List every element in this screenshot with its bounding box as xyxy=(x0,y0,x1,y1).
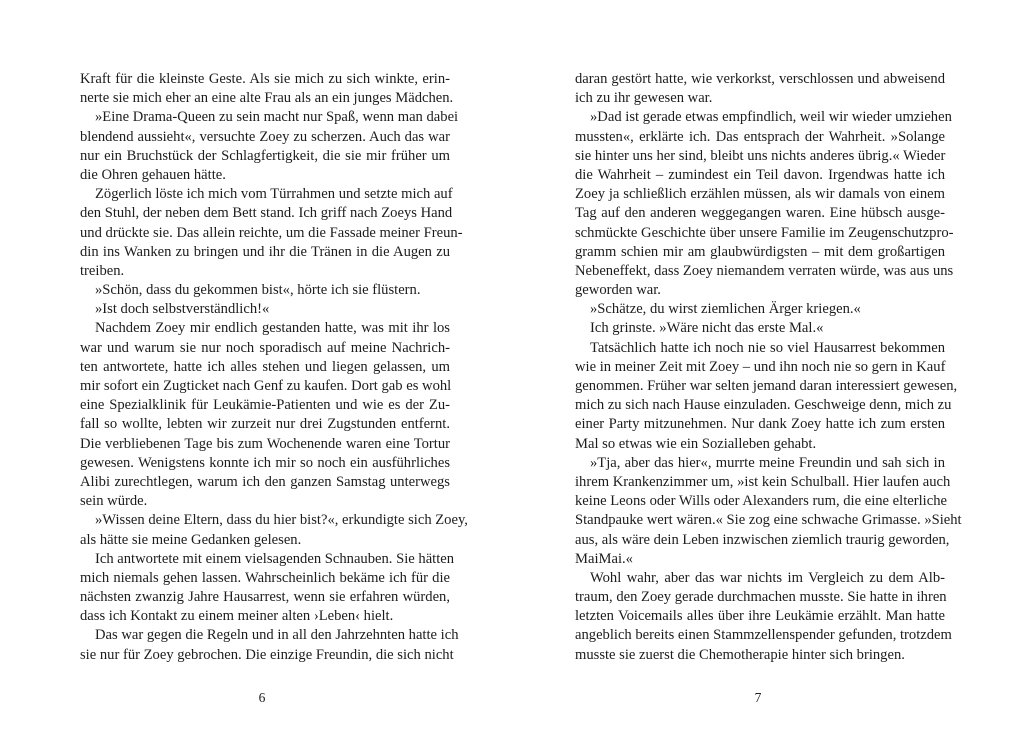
left-page-text xyxy=(80,70,468,665)
text-line: »Wissen deine Eltern, dass du hier bist?«, erkundigte sich Zoey, xyxy=(95,512,468,529)
text-line: die Wahrheit – zumindest ein Teil davon. Irgendwas hatte ich xyxy=(575,166,945,183)
text-line: »Dad ist gerade etwas empfindlich, weil wir wieder umziehen xyxy=(590,109,952,126)
text-line: und drückte sie. Das allein reichte, um die Fassade meiner Freun- xyxy=(80,224,463,241)
text-line: den Stuhl, der neben dem Bett stand. Ich griff nach Zoeys Hand xyxy=(80,205,453,222)
text-line: fall so wollte, lebten wir zurzeit nur drei Zugstunden entfernt. xyxy=(80,416,450,433)
text-line: Ich antwortete mit einem vielsagenden Schnauben. Sie hätten xyxy=(95,550,455,567)
text-line: Die verbliebenen Tage bis zum Wochenende waren eine Tortur xyxy=(80,435,450,452)
text-line: nur ein Bruchstück der Schlagfertigkeit, die sie mir früher um xyxy=(80,147,450,164)
text-line: Zoey ja schließlich erzählen müssen, als wir damals von einem xyxy=(575,186,945,203)
right-page-text xyxy=(575,70,962,665)
text-line: dass ich Kontakt zu einem meiner alten ›Leben‹ hielt. xyxy=(80,608,394,625)
text-line: eine Spezialklinik für Leukämie-Patienten und wie es der Zu- xyxy=(80,397,450,414)
text-line: sein würde. xyxy=(80,493,148,510)
text-line: »Eine Drama-Queen zu sein macht nur Spaß, wenn man dabei xyxy=(95,109,459,126)
text-line: mir sofort ein Zugticket nach Genf zu kaufen. Dort gab es wohl xyxy=(80,378,452,394)
text-line: Kraft für die kleinste Geste. Als sie mich zu sich winkte, erin- xyxy=(80,71,450,87)
text-line: Ich grinste. »Wäre nicht das erste Mal.« xyxy=(590,320,824,337)
text-line: letzten Voicemails alles über ihre Leukämie erzählt. Man hatte xyxy=(575,608,945,625)
text-line: treiben. xyxy=(80,262,125,279)
text-line: nächsten zwanzig Jahre Hausarrest, wenn sie erfahren würden, xyxy=(80,589,450,606)
text-line: mich niemals gehen lassen. Wahrscheinlich bekäme ich für die xyxy=(80,569,450,586)
text-line: blendend aussieht«, versuchte Zoey zu scherzen. Auch das war xyxy=(80,128,450,145)
text-line: daran gestört hatte, wie verkorkst, verschlossen und abweisend xyxy=(575,71,945,87)
text-line: mussten«, erklärte ich. Das entsprach der Wahrheit. »Solange xyxy=(575,128,945,145)
text-line: die Ohren gehauen hätte. xyxy=(80,166,226,183)
right-page-number: 7 xyxy=(754,690,762,705)
text-line: »Schön, dass du gekommen bist«, hörte ich sie flüstern. xyxy=(95,282,421,299)
text-line: Alibi zurechtlegen, warum ich den ganzen Samstag unterwegs xyxy=(80,473,450,490)
text-line: musste sie zuerst die Chemotherapie hinter sich bringen. xyxy=(575,646,905,663)
text-line: Nachdem Zoey mir endlich gestanden hatte, was mit ihr los xyxy=(95,320,450,337)
text-line: geworden war. xyxy=(575,282,661,299)
text-line: Zögerlich löste ich mich vom Türrahmen und setzte mich auf xyxy=(95,186,453,203)
text-line: angeblich bereits einen Stammzellenspender gefunden, trotzdem xyxy=(575,627,952,644)
text-line: nerte sie mich eher an eine alte Frau als an ein junges Mädchen. xyxy=(80,90,454,107)
text-line: sie hinter uns her sind, bleibt uns nichts anderes übrig.« Wieder xyxy=(575,147,946,164)
text-line: Standpauke wert wären.« Sie zog eine schwache Grimasse. »Sieht xyxy=(575,512,962,529)
text-line: din ins Wanken zu bringen und ihr die Tränen in die Augen zu xyxy=(80,243,450,260)
text-line: sie nur für Zoey gebrochen. Die einzige Freundin, die sich nicht xyxy=(80,646,454,663)
text-line: keine Leons oder Wills oder Alexanders rum, die eine elterliche xyxy=(575,493,947,510)
text-line: »Tja, aber das hier«, murrte meine Freundin und sah sich in xyxy=(590,454,945,471)
text-line: gramm schien mir am glaubwürdigsten – mit dem großartigen xyxy=(575,243,945,260)
text-line: »Ist doch selbstverständlich!« xyxy=(95,301,270,318)
text-line: wie in meiner Zeit mit Zoey – und ihn noch nie so gern in Kauf xyxy=(575,358,946,375)
text-line: schmückte Geschichte über unsere Familie im Zeugenschutzpro- xyxy=(575,224,954,241)
text-line: Das war gegen die Regeln und in all den Jahrzehnten hatte ich xyxy=(95,627,459,644)
text-line: Nebeneffekt, dass Zoey niemandem verraten würde, was aus uns xyxy=(575,262,954,279)
text-line: »Schätze, du wirst ziemlichen Ärger kriegen.« xyxy=(590,301,861,318)
left-page-number: 6 xyxy=(258,690,266,705)
text-line: einer Party mitzunehmen. Nur dank Zoey hatte ich zum ersten xyxy=(575,416,945,433)
text-line: MaiMai.« xyxy=(575,550,633,567)
text-line: mich zu sich nach Hause einzuladen. Geschweige denn, mich zu xyxy=(575,397,952,414)
text-line: war und warum sie nur noch sporadisch auf meine Nachrich- xyxy=(80,339,450,356)
text-line: Mal so etwas wie ein Sozialleben gehabt. xyxy=(575,435,817,452)
text-line: traum, den Zoey gerade durchmachen musste. Sie hatte in ihren xyxy=(575,589,947,606)
text-line: Tag auf den anderen weggegangen waren. Eine hübsch ausge- xyxy=(575,205,945,222)
text-line: genommen. Früher war selten jemand daran interessiert gewesen, xyxy=(575,378,958,394)
text-line: als hätte sie meine Gedanken gelesen. xyxy=(80,531,302,548)
text-line: Wohl wahr, aber das war nichts im Vergleich zu dem Alb- xyxy=(590,569,945,586)
text-line: ich zu ihr gewesen war. xyxy=(575,90,713,107)
text-line: ihrem Krankenzimmer um, »ist kein Schulball. Hier laufen auch xyxy=(575,473,951,490)
text-line: Tatsächlich hatte ich noch nie so viel Hausarrest bekommen xyxy=(590,339,945,356)
text-line: gewesen. Wenigstens konnte ich mir so noch ein ausführliches xyxy=(80,454,450,471)
text-line: aus, als wäre dein Leben inzwischen ziemlich traurig geworden, xyxy=(575,531,950,548)
text-line: ten antwortete, hatte ich alles stehen und liegen gelassen, um xyxy=(80,358,450,375)
